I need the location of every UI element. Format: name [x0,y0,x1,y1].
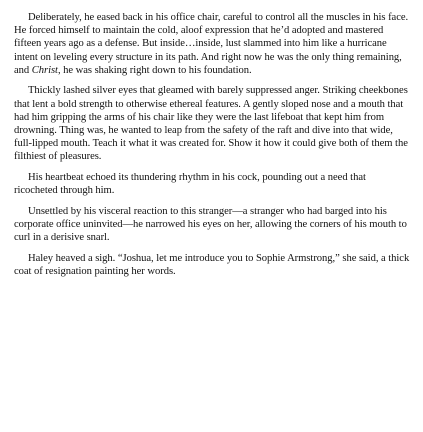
paragraph-5-text: Haley heaved a sigh. “Joshua, let me introduce you to Sophie Armstrong,” she said, a thick coat of resignation painting her words. [14,252,410,278]
paragraph-1 [14,11,412,77]
paragraph-5 [14,252,412,278]
paragraph-1-text-a: Deliberately, he eased back in his office chair, careful to control all the muscles in his face. He forced himself to maintain the cold, aloof expression that he’d adopted and mastered fifteen years ago as a defense. But inside…inside, lust slammed into him like a hurricane intent on leveling every structure in its path. And right now he was the only thing remaining, and [14,12,409,76]
paragraph-2-text: Thickly lashed silver eyes that gleamed with barely suppressed anger. Striking cheekbones that lent a bold strength to otherwise ethereal features. A gently sloped nose and a mouth that had him gripping the arms of his chair like they were the last lifeboat that kept him from drowning. Thing was, he wanted to leap from the safety of the raft and dive into that wide, full-lipped mouth. Teach it what it was created for. Show it how it could give both of them the filthiest of pleasures. [14,85,408,163]
book-page [14,11,412,278]
paragraph-3-text: His heartbeat echoed its thundering rhythm in his cock, pounding out a need that ricocheted through him. [14,172,366,197]
paragraph-1-italic-word: Christ [31,64,58,76]
paragraph-4-text: Unsettled by his visceral reaction to this stranger—a stranger who had barged into his corporate office uninvited—he narrowed his eyes on her, allowing the corners of his mouth to curl in a derisive snarl. [14,205,407,244]
paragraph-1-text-b: , he was shaking right down to his foundation. [57,64,252,76]
paragraph-4 [14,205,412,245]
paragraph-3 [14,171,412,197]
paragraph-2 [14,84,412,163]
